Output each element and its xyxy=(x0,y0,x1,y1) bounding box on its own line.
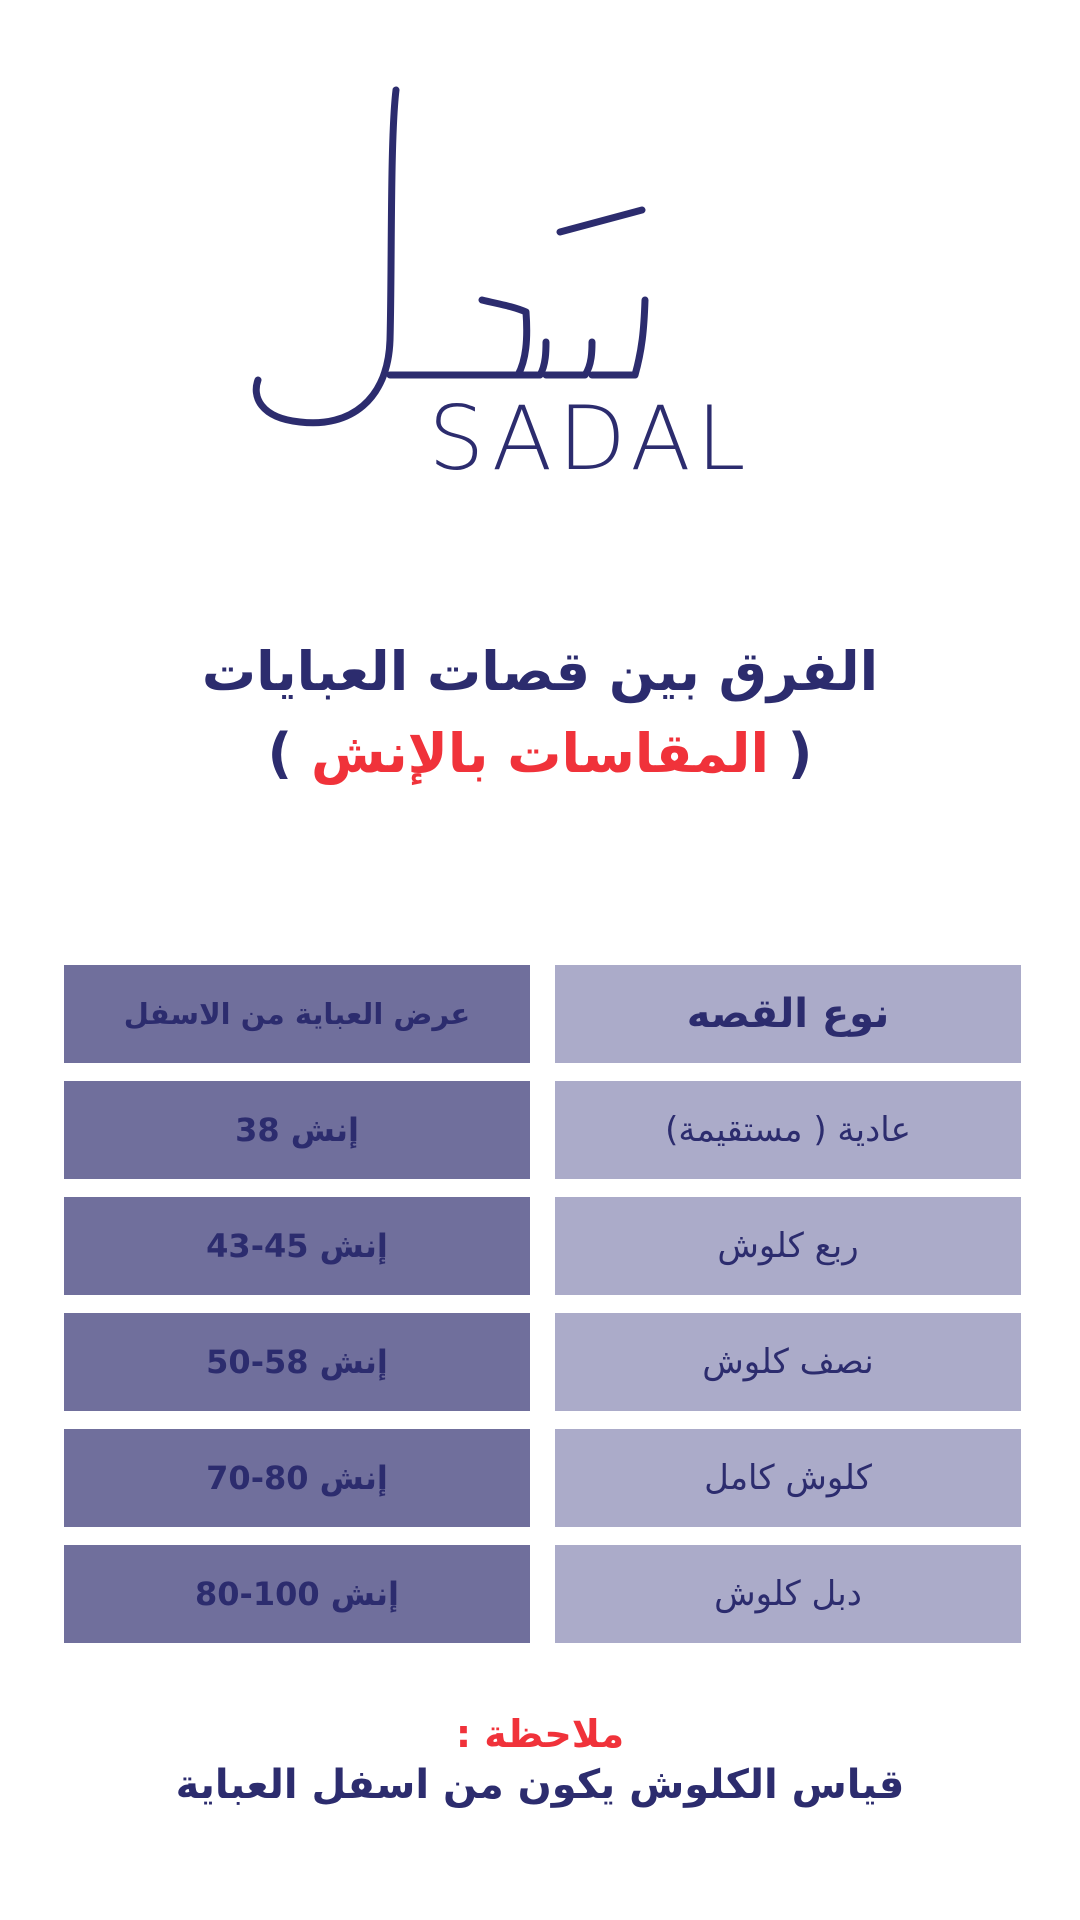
note-text: قياس الكلوش يكون من اسفل العباية xyxy=(175,1762,905,1808)
table-row-type: ربع كلوش xyxy=(555,1197,1021,1295)
table-row-type: عادية ( مستقيمة) xyxy=(555,1081,1021,1179)
subtitle-close-paren: ) xyxy=(267,722,293,785)
table-row-width: إنش 38 xyxy=(64,1081,530,1179)
table-row-width: إنش 100-80 xyxy=(64,1545,530,1643)
table-row-type: كلوش كامل xyxy=(555,1429,1021,1527)
page-title: الفرق بين قصات العبايات xyxy=(201,640,879,703)
table-row-type: نصف كلوش xyxy=(555,1313,1021,1411)
header-bottom-width: عرض العباية من الاسفل xyxy=(64,965,530,1063)
table-row-width: إنش 45-43 xyxy=(64,1197,530,1295)
table-row-type: دبل كلوش xyxy=(555,1545,1021,1643)
subtitle-open-paren: ( xyxy=(787,722,813,785)
brand-latin-name: SADAL xyxy=(428,387,752,490)
page-subtitle xyxy=(0,722,1080,787)
note-label: ملاحظة : xyxy=(455,1712,625,1756)
subtitle-highlight: المقاسات بالإنش xyxy=(311,722,769,785)
table-row-width: إنش 80-70 xyxy=(64,1429,530,1527)
table-row-width: إنش 58-50 xyxy=(64,1313,530,1411)
header-cut-type: نوع القصه xyxy=(555,965,1021,1063)
